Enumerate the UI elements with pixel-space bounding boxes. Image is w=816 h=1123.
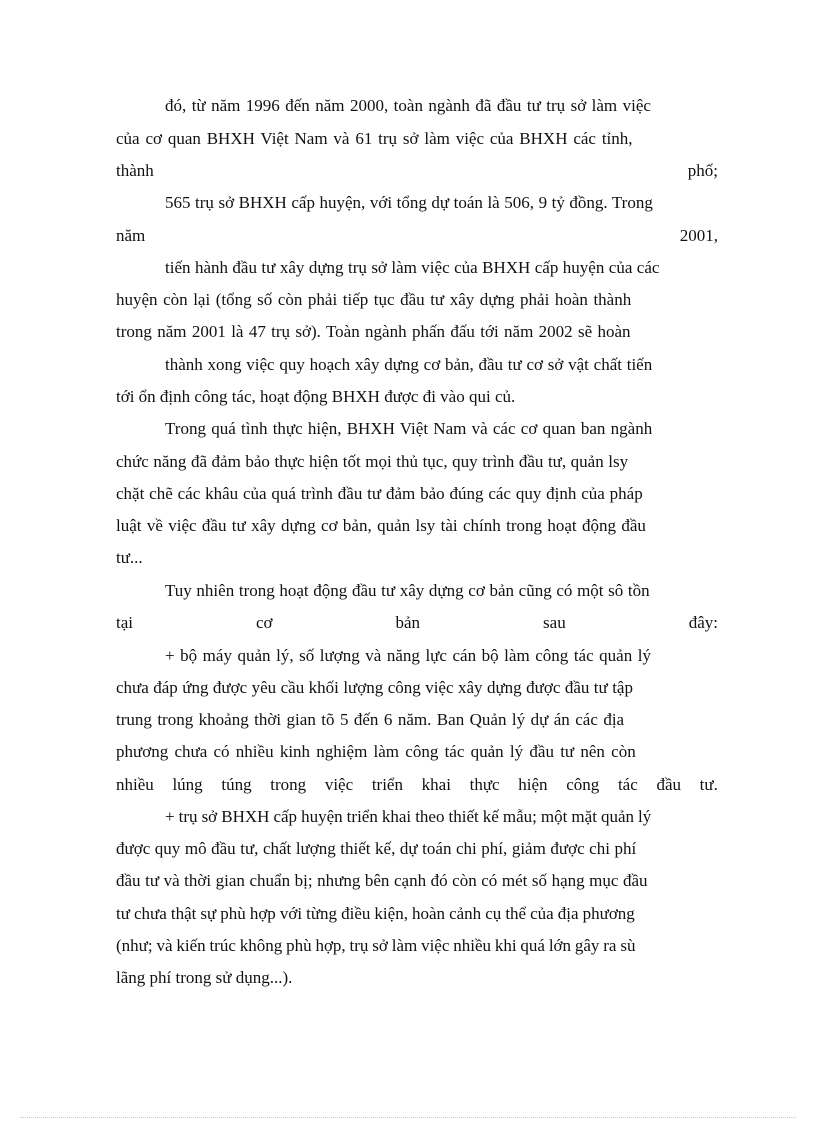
word: sau: [543, 613, 566, 632]
word: đầu: [656, 775, 681, 794]
text-line: tiến hành đầu tư xây dựng trụ sở làm việc của BHXH cấp huyện của các: [165, 258, 660, 277]
text-line: (như; và kiến trúc không phù hợp, trụ sở làm việc nhiều khi quá lớn gây ra sù: [116, 936, 636, 955]
word: thành: [116, 161, 154, 180]
text-line: 565 trụ sở BHXH cấp huyện, với tổng dự toán là 506, 9 tỷ đồng. Trong: [165, 193, 653, 212]
text-line: tới ổn định công tác, hoạt động BHXH được đi vào qui củ.: [116, 387, 516, 406]
text-line: [116, 612, 718, 634]
text-line: đầu tư và thời gian chuẩn bị; nhưng bên cạnh đó còn có mét số hạng mục đầu: [116, 871, 648, 890]
word: lúng: [172, 775, 203, 794]
word: triển: [371, 775, 403, 794]
text-line: + bộ máy quản lý, số lượng và năng lực cán bộ làm công tác quản lý: [165, 646, 652, 665]
page-bottom-divider: [20, 1117, 796, 1118]
text-line: huyện còn lại (tổng số còn phải tiếp tục đầu tư xây dựng phải hoàn thành: [116, 290, 632, 309]
word: bản: [395, 613, 421, 632]
text-line: lãng phí trong sử dụng...).: [116, 968, 293, 987]
word: công: [566, 775, 600, 794]
text-line: + trụ sở BHXH cấp huyện triển khai theo thiết kế mẫu; một mặt quản lý: [165, 807, 652, 826]
text-line: [116, 225, 718, 247]
text-line: chức năng đã đảm bảo thực hiện tốt mọi thủ tục, quy trình đầu tư, quản lsy: [116, 452, 629, 471]
word: tư.: [699, 775, 718, 794]
word: khai: [421, 775, 451, 794]
word: tại: [116, 613, 133, 632]
text-line: [116, 774, 718, 796]
text-line: Tuy nhiên trong hoạt động đầu tư xây dựng cơ bản cũng có một sô tồn: [165, 581, 650, 600]
text-line: luật về việc đầu tư xây dựng cơ bản, quản lsy tài chính trong hoạt động đầu: [116, 516, 646, 535]
text-line: trong năm 2001 là 47 trụ sở). Toàn ngành phấn đấu tới năm 2002 sẽ hoàn: [116, 322, 631, 341]
text-line: Trong quá tình thực hiện, BHXH Việt Nam và các cơ quan ban ngành: [165, 419, 653, 438]
word: hiện: [518, 775, 548, 794]
word: đây:: [688, 613, 718, 632]
word: việc: [324, 775, 354, 794]
word: trong: [270, 775, 307, 794]
text-line: đó, từ năm 1996 đến năm 2000, toàn ngành đã đầu tư trụ sở làm việc: [165, 96, 651, 115]
word: túng: [221, 775, 252, 794]
word: tác: [617, 775, 638, 794]
text-line: được quy mô đầu tư, chất lượng thiết kế, dự toán chi phí, giảm được chi phí: [116, 839, 637, 858]
text-line: tư chưa thật sự phù hợp với từng điều kiện, hoàn cảnh cụ thể của địa phương: [116, 904, 635, 923]
text-line: thành xong việc quy hoạch xây dựng cơ bản, đầu tư cơ sở vật chất tiến: [165, 355, 653, 374]
text-line: chưa đáp ứng được yêu cầu khối lượng công việc xây dựng được đầu tư tập: [116, 678, 633, 697]
word: cơ: [255, 613, 273, 632]
text-line: trung trong khoảng thời gian tõ 5 đến 6 năm. Ban Quản lý dự án các địa: [116, 710, 625, 729]
word: 2001,: [679, 226, 718, 245]
word: năm: [116, 226, 146, 245]
text-line: của cơ quan BHXH Việt Nam và 61 trụ sở làm việc của BHXH các tỉnh,: [116, 129, 633, 148]
word: thực: [469, 775, 500, 794]
text-line: chặt chẽ các khâu của quá trình đầu tư đảm bảo đúng các quy định của pháp: [116, 484, 643, 503]
text-line: phương chưa có nhiều kinh nghiệm làm công tác quản lý đầu tư nên còn: [116, 742, 636, 761]
word: nhiều: [116, 775, 154, 794]
word: phố;: [687, 161, 718, 180]
text-line: [116, 160, 718, 182]
text-line: tư...: [116, 548, 143, 567]
